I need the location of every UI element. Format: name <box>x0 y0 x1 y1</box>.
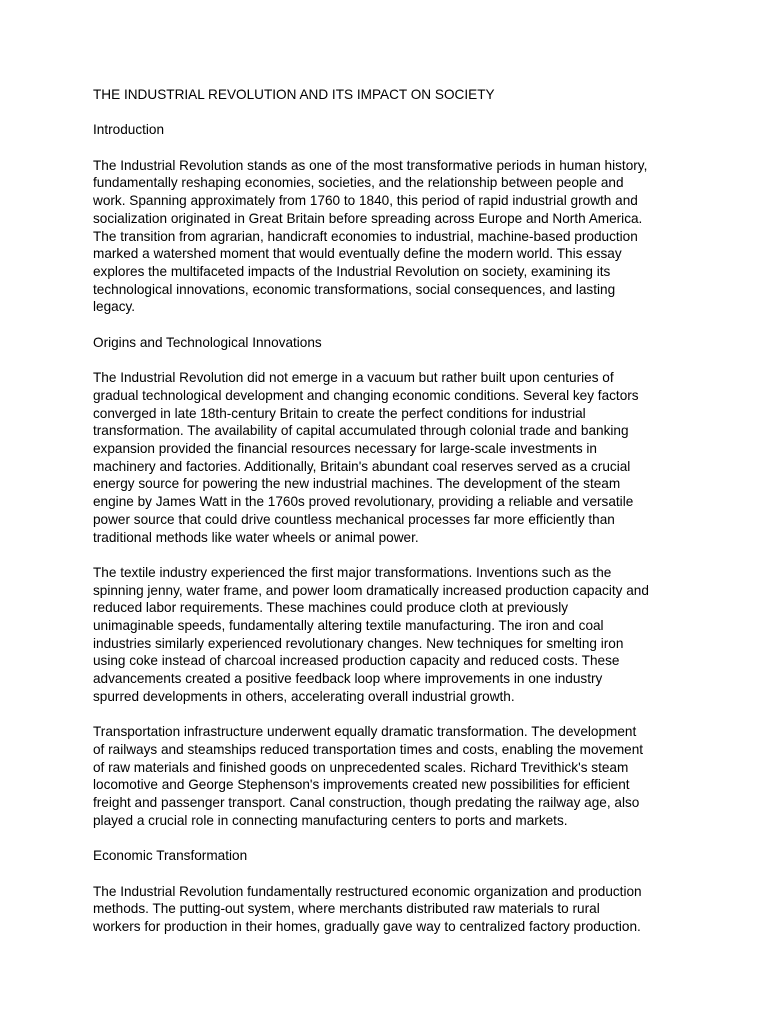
section-heading: Origins and Technological Innovations <box>93 334 322 350</box>
paragraph-line: technological innovations, economic transformations, social consequences, and lasting <box>93 281 616 297</box>
paragraph <box>93 723 693 829</box>
paragraph-line: methods. The putting-out system, where merchants distributed raw materials to rural <box>93 901 600 917</box>
paragraph-line: The Industrial Revolution did not emerge in a vacuum but rather built upon centuries of <box>93 370 614 386</box>
paragraph-line: reduced labor requirements. These machines could produce cloth at previously <box>93 600 569 616</box>
paragraph-line: played a crucial role in connecting manufacturing centers to ports and markets. <box>93 812 568 828</box>
paragraph-line: workers for production in their homes, gradually gave way to centralized factory production. <box>93 918 641 934</box>
section-heading: Introduction <box>93 122 165 138</box>
paragraph-line: spurred developments in others, accelerating overall industrial growth. <box>93 688 515 704</box>
paragraph-line: spinning jenny, water frame, and power loom dramatically increased production capacity and <box>93 582 649 598</box>
paragraph-line: The transition from agrarian, handicraft economies to industrial, machine-based production <box>93 228 638 244</box>
paragraph-line: locomotive and George Stephenson's improvements created new possibilities for efficient <box>93 777 630 793</box>
paragraph-line: using coke instead of charcoal increased production capacity and reduced costs. These <box>93 653 620 669</box>
paragraph-line: machinery and factories. Additionally, Britain's abundant coal reserves served as a crucial <box>93 458 631 474</box>
paragraph-line: gradual technological development and changing economic conditions. Several key factors <box>93 387 639 403</box>
paragraph-line: of raw materials and finished goods on unprecedented scales. Richard Trevithick's steam <box>93 759 629 775</box>
paragraph-line: Transportation infrastructure underwent equally dramatic transformation. The development <box>93 724 637 740</box>
paragraph-line: marked a watershed moment that would eventually define the modern world. This essay <box>93 246 622 262</box>
document-page <box>93 86 693 953</box>
paragraph-line: The Industrial Revolution stands as one of the most transformative periods in human history, <box>93 157 648 173</box>
paragraph-line: of railways and steamships reduced transportation times and costs, enabling the movement <box>93 741 644 757</box>
paragraph-line: The Industrial Revolution fundamentally restructured economic organization and production <box>93 883 642 899</box>
paragraph-line: traditional methods like water wheels or animal power. <box>93 529 419 545</box>
paragraph-line: transformation. The availability of capital accumulated through colonial trade and banking <box>93 423 629 439</box>
paragraph-line: engine by James Watt in the 1760s proved revolutionary, providing a reliable and versatile <box>93 494 634 510</box>
paragraph-line: freight and passenger transport. Canal construction, though predating the railway age, also <box>93 795 640 811</box>
paragraph-line: socialization originated in Great Britain before spreading across Europe and North America. <box>93 210 643 226</box>
paragraph-line: The textile industry experienced the first major transformations. Inventions such as the <box>93 564 612 580</box>
paragraph <box>93 369 693 546</box>
paragraph-line: advancements created a positive feedback loop where improvements in one industry <box>93 671 603 687</box>
paragraph <box>93 157 693 316</box>
paragraph-line: work. Spanning approximately from 1760 to 1840, this period of rapid industrial growth and <box>93 193 638 209</box>
paragraph-line: unimaginable speeds, fundamentally altering textile manufacturing. The iron and coal <box>93 618 604 634</box>
paragraph-line: explores the multifaceted impacts of the Industrial Revolution on society, examining its <box>93 264 611 279</box>
paragraph <box>93 564 693 706</box>
paragraph-line: fundamentally reshaping economies, societies, and the relationship between people and <box>93 175 624 191</box>
paragraph <box>93 883 693 936</box>
paragraph-line: energy source for powering the new industrial machines. The development of the steam <box>93 476 621 492</box>
paragraph-line: expansion provided the financial resources necessary for large-scale investments in <box>93 441 597 456</box>
section-heading: Economic Transformation <box>93 848 248 864</box>
paragraph-line: legacy. <box>93 299 136 315</box>
document-title: THE INDUSTRIAL REVOLUTION AND ITS IMPACT ON SOCIETY <box>93 87 495 102</box>
paragraph-line: industries similarly experienced revolutionary changes. New techniques for smelting iron <box>93 635 624 651</box>
paragraph-line: converged in late 18th-century Britain to create the perfect conditions for industrial <box>93 405 586 421</box>
paragraph-line: power source that could drive countless mechanical processes far more efficiently than <box>93 511 615 527</box>
document-body <box>93 121 693 935</box>
